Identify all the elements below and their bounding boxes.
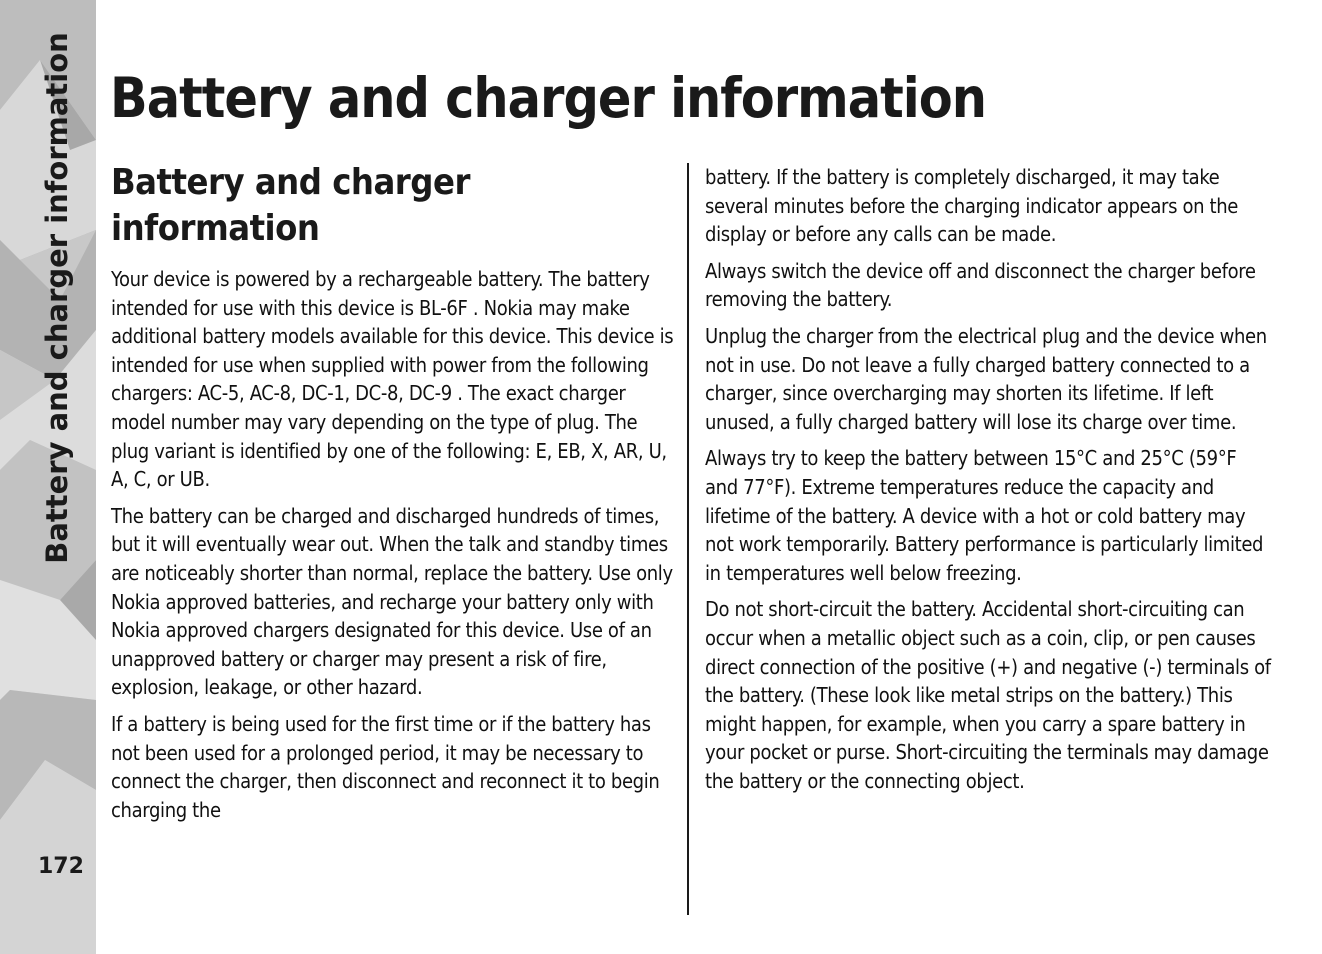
- paragraph: Your device is powered by a rechargeable battery. The battery intended for use with this device is BL-6F . Nokia may make additional battery models available for this device. This device is intended for use when supplied with power from the following chargers: AC-5, AC-8, DC-1, DC-8, DC-9 . The exact charger model number may vary depending on the type of plug. The plug variant is identified by one of the following: E, EB, X, AR, U, A, C, or UB.: [111, 267, 674, 492]
- sidebar-band: [0, 0, 96, 954]
- section-heading: Battery and charger information: [111, 162, 470, 249]
- column-divider: [687, 163, 689, 915]
- left-column: [111, 160, 679, 832]
- paragraph: Always switch the device off and disconnect the charger before removing the battery.: [705, 258, 1256, 312]
- sidebar-section-label: Battery and charger information: [40, 32, 74, 564]
- paragraph: Do not short-circuit the battery. Accidental short-circuiting can occur when a metallic object such as a coin, clip, or pen causes direct connection of the positive (+) and negative (-) terminals of the battery. (These look like metal strips on the battery.) This might happen, for example, when you carry a spare battery in your pocket or purse. Short-circuiting the terminals may damage the battery or the connecting object.: [705, 597, 1271, 793]
- paragraph: If a battery is being used for the first time or if the battery has not been used for a prolonged period, it may be necessary to connect the charger, then disconnect and reconnect it to begin charging the: [111, 711, 660, 822]
- page-title: Battery and charger information: [110, 66, 986, 130]
- page-number: 172: [38, 854, 84, 879]
- paragraph: Always try to keep the battery between 15°C and 25°C (59°F and 77°F). Extreme temperatures reduce the capacity and lifetime of the battery. A device with a hot or cold battery may not work temporarily. Battery performance is particularly limited in temperatures well below freezing.: [705, 446, 1264, 585]
- paragraph: Unplug the charger from the electrical plug and the device when not in use. Do not leave a fully charged battery connected to a charger, since overcharging may shorten its lifetime. If left unused, a fully charged battery will lose its charge over time.: [705, 323, 1267, 434]
- paragraph: The battery can be charged and discharged hundreds of times, but it will eventually wear out. When the talk and standby times are noticeably shorter than normal, replace the battery. Use only Nokia approved batteries, and recharge your battery only with Nokia approved chargers designated for this device. Use of an unapproved battery or charger may present a risk of fire, explosion, leakage, or other hazard.: [111, 503, 673, 700]
- paragraph: battery. If the battery is completely discharged, it may take several minutes before the charging indicator appears on the display or before any calls can be made.: [705, 165, 1239, 247]
- right-column: [705, 163, 1271, 803]
